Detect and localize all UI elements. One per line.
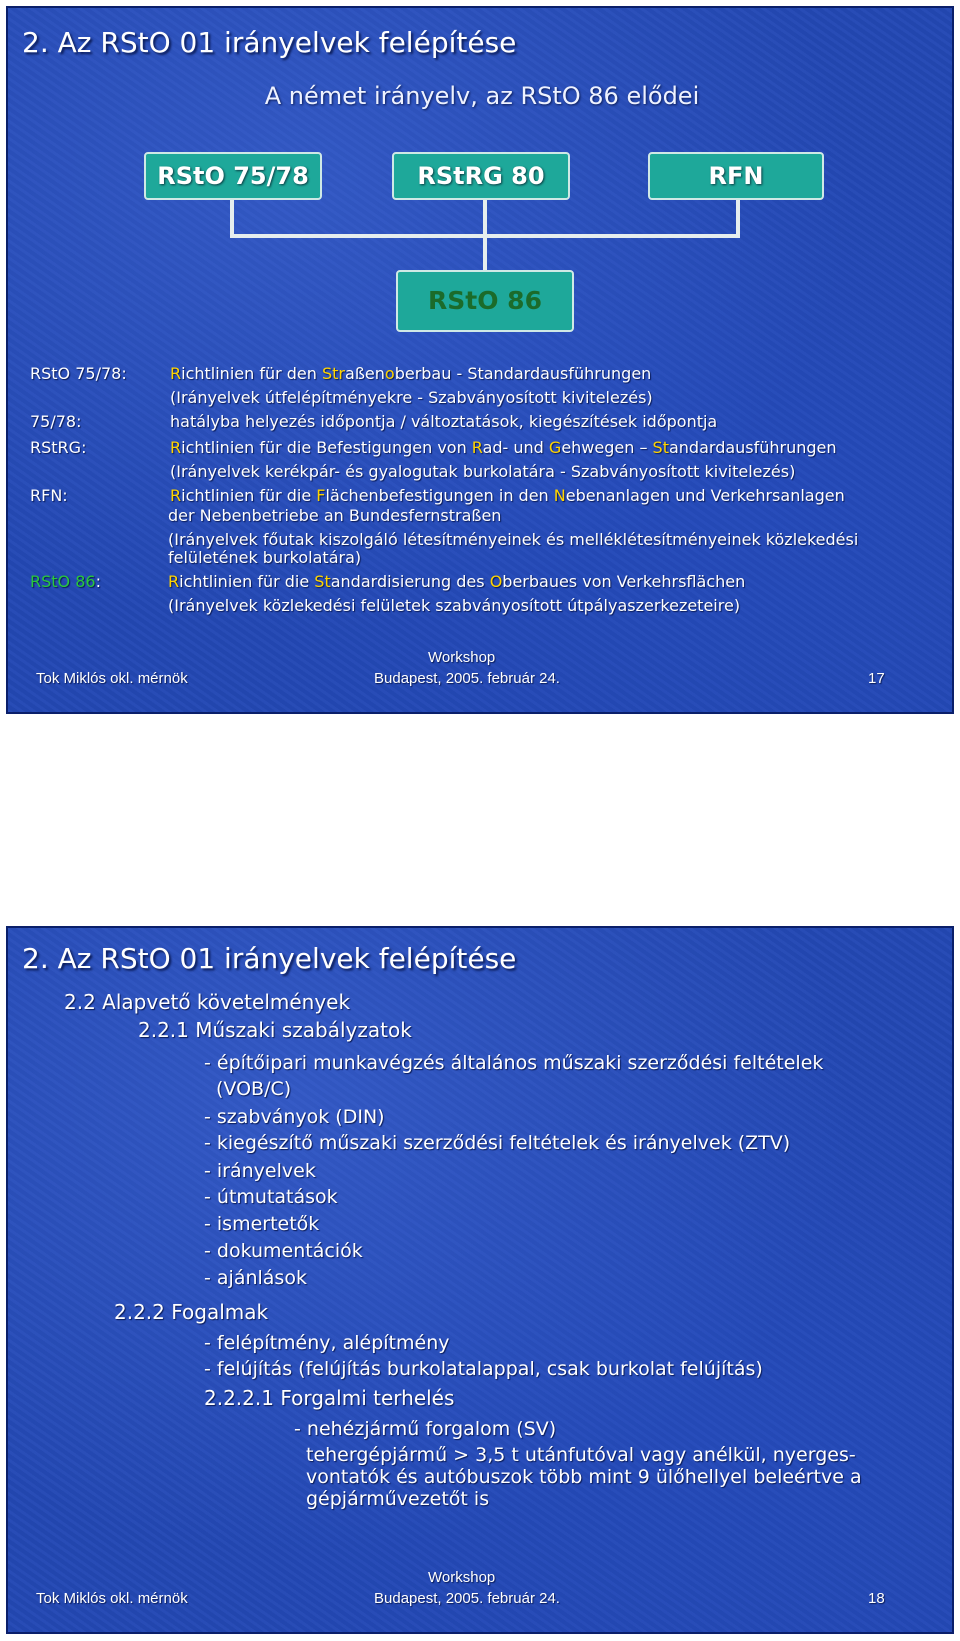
list-item-ismertetok: - ismertetők (204, 1213, 320, 1235)
footer-page-number: 18 (868, 1590, 885, 1607)
slide-subtitle: A német irányelv, az RStO 86 elődei (264, 82, 700, 110)
label-rstrg: RStRG: (30, 438, 87, 457)
footer-author: Tok Miklós okl. mérnök (36, 670, 188, 687)
list-item-felepitmeny: - felépítmény, alépítmény (204, 1332, 450, 1354)
footer-page-number: 17 (868, 670, 885, 687)
label-75-78: 75/78: (30, 412, 82, 431)
def-rstrg-hu: (Irányelvek kerékpár- és gyalogutak burkolatára - Szabványosított kivitelezés) (170, 462, 796, 481)
def-rfn-de: Richtlinien für die Flächenbefestigungen in den Nebenanlagen und Verkehrsanlagen (170, 486, 845, 505)
heading-2-2-2-1: 2.2.2.1 Forgalmi terhelés (204, 1386, 455, 1410)
list-item-ajanlasok: - ajánlások (204, 1267, 307, 1289)
def-rfn-de-2: der Nebenbetriebe an Bundesfernstraßen (168, 506, 502, 525)
label-rsto-86: RStO 86: (30, 572, 101, 591)
def-rfn-hu: (Irányelvek főutak kiszolgáló létesítményeinek és melléklétesítményeinek közlekedési (168, 530, 859, 549)
label-rfn: RFN: (30, 486, 68, 505)
footer-event: Workshop (428, 1569, 496, 1586)
list-item-vob-cont: (VOB/C) (216, 1078, 292, 1100)
slide-18 (6, 926, 954, 1634)
heading-2-2-2: 2.2.2 Fogalmak (114, 1300, 269, 1324)
label-rsto-75-78: RStO 75/78: (30, 364, 127, 383)
list-item-ztv: - kiegészítő műszaki szerződési feltételek és irányelvek (ZTV) (204, 1132, 791, 1154)
list-item-utmutatasok: - útmutatások (204, 1186, 338, 1208)
sv-definition-line-1: tehergépjármű > 3,5 t utánfutóval vagy anélkül, nyerges- (306, 1444, 856, 1466)
slide-title: 2. Az RStO 01 irányelvek felépítése (22, 26, 517, 59)
definition-list (8, 8, 954, 714)
list-item-iranyelvek: - irányelvek (204, 1160, 316, 1182)
list-item-dokumentaciok: - dokumentációk (204, 1240, 363, 1262)
heading-2-2: 2.2 Alapvető követelmények (64, 990, 351, 1014)
def-rsto-75-78-de: Richtlinien für den Straßenoberbau - Standardausführungen (170, 364, 652, 383)
list-item-din: - szabványok (DIN) (204, 1106, 385, 1128)
list-item-vob: - építőipari munkavégzés általános műszaki szerződési feltételek (204, 1052, 824, 1074)
footer-author: Tok Miklós okl. mérnök (36, 1590, 188, 1607)
box-rsto-86: RStO 86 (396, 270, 574, 332)
sv-definition-line-2: vontatók és autóbuszok több mint 9 ülőhellyel beleértve a (306, 1466, 862, 1488)
def-75-78: hatályba helyezés időpontja / változtatások, kiegészítések időpontja (170, 412, 718, 431)
box-rstrg-80: RStRG 80 (392, 152, 570, 200)
def-rsto-86-hu: (Irányelvek közlekedési felületek szabványosított útpályaszerkezeteire) (168, 596, 741, 615)
def-rstrg-de: Richtlinien für die Befestigungen von Rad- und Gehwegen – Standardausführungen (170, 438, 837, 457)
box-rfn: RFN (648, 152, 824, 200)
def-rsto-75-78-hu: (Irányelvek útfelépítményekre - Szabványosított kivitelezés) (170, 388, 653, 407)
list-item-felujitas: - felújítás (felújítás burkolatalappal, csak burkolat felújítás) (204, 1358, 763, 1380)
def-rfn-hu-2: felületének burkolatára) (168, 548, 362, 567)
sv-definition-line-3: gépjárművezetőt is (306, 1488, 490, 1510)
footer-place-date: Budapest, 2005. február 24. (374, 670, 560, 687)
box-rsto-75-78: RStO 75/78 (144, 152, 322, 200)
footer-event: Workshop (428, 649, 496, 666)
list-item-sv: - nehézjármű forgalom (SV) (294, 1418, 557, 1440)
def-rsto-86-de: Richtlinien für die Standardisierung des Oberbaues von Verkehrsflächen (168, 572, 746, 591)
slide-title: 2. Az RStO 01 irányelvek felépítése (22, 942, 517, 975)
footer-place-date: Budapest, 2005. február 24. (374, 1590, 560, 1607)
heading-2-2-1: 2.2.1 Műszaki szabályzatok (138, 1018, 412, 1042)
slide-17 (6, 6, 954, 714)
